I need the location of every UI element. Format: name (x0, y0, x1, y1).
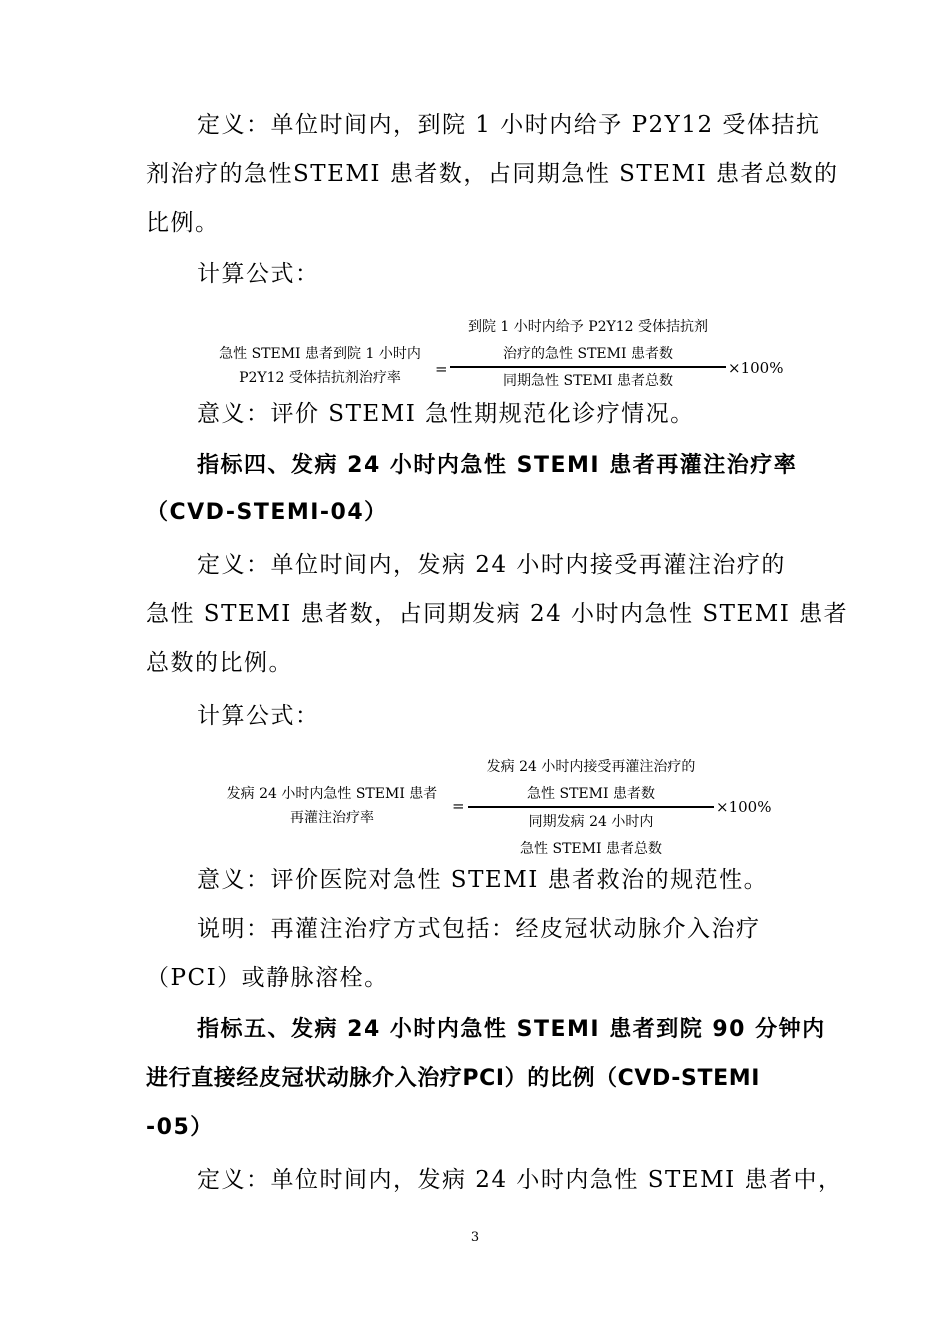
formula-2-left-line-2: 再灌注治疗率 (290, 810, 374, 826)
definition-4-line-1: 定义：单位时间内，发病 24 小时内接受再灌注治疗的 (197, 552, 786, 578)
formula-1-left-label (205, 342, 435, 390)
definition-line-2: 剂治疗的急性STEMI 患者数，占同期急性 STEMI 患者总数的 (146, 161, 839, 187)
note-line-2: （PCI）或静脉溶栓。 (146, 965, 389, 991)
formula-1-numerator-line-2: 治疗的急性 STEMI 患者数 (503, 346, 673, 362)
formula-2-numerator-line-1: 发病 24 小时内接受再灌注治疗的 (486, 759, 696, 775)
formula-2-numerator-line-2: 急性 STEMI 患者数 (527, 786, 655, 802)
formula-1-left-line-1: 急性 STEMI 患者到院 1 小时内 (219, 346, 421, 362)
formula-1-equals: = (435, 360, 448, 378)
formula-2-denominator-line-1: 同期发病 24 小时内 (528, 814, 654, 830)
indicator-4-heading-line-1: 指标四、发病 24 小时内急性 STEMI 患者再灌注治疗率 (197, 453, 798, 478)
formula-heading-2: 计算公式： (197, 703, 320, 729)
formula-1-multiplier: ×100% (728, 359, 784, 377)
indicator-5-heading-line-1: 指标五、发病 24 小时内急性 STEMI 患者到院 90 分钟内 (197, 1017, 826, 1042)
formula-2-equals: = (452, 797, 465, 815)
definition-line-3: 比例。 (146, 210, 220, 236)
definition-4-line-2: 急性 STEMI 患者数，占同期发病 24 小时内急性 STEMI 患者 (146, 601, 849, 627)
definition-line-1: 定义：单位时间内，到院 1 小时内给予 P2Y12 受体拮抗 (197, 112, 821, 138)
significance-line-2: 意义：评价医院对急性 STEMI 患者救治的规范性。 (197, 867, 769, 893)
formula-2-denominator-line-2: 急性 STEMI 患者总数 (520, 841, 662, 857)
formula-1-numerator-line-1: 到院 1 小时内给予 P2Y12 受体拮抗剂 (467, 319, 709, 335)
formula-2-fraction-bar (468, 806, 714, 808)
formula-1-fraction-bar (450, 366, 726, 368)
formula-1-denominator: 同期急性 STEMI 患者总数 (503, 373, 673, 389)
formula-2-multiplier: ×100% (716, 798, 772, 816)
indicator-5-heading-line-3: -05） (146, 1115, 214, 1140)
definition-5-line-1: 定义：单位时间内，发病 24 小时内急性 STEMI 患者中， (197, 1167, 843, 1193)
formula-1-left-line-2: P2Y12 受体拮抗剂治疗率 (239, 370, 401, 386)
significance-line-1: 意义：评价 STEMI 急性期规范化诊疗情况。 (197, 401, 695, 427)
definition-4-line-3: 总数的比例。 (146, 650, 293, 676)
formula-2-left-line-1: 发病 24 小时内急性 STEMI 患者 (226, 786, 438, 802)
page-number: 3 (470, 1230, 480, 1245)
formula-heading-1: 计算公式： (197, 261, 320, 287)
formula-2-left-label (210, 782, 454, 830)
indicator-4-heading-line-2: （CVD-STEMI-04） (146, 500, 388, 525)
note-line-1: 说明：再灌注治疗方式包括：经皮冠状动脉介入治疗 (197, 916, 761, 942)
indicator-5-heading-line-2: 进行直接经皮冠状动脉介入治疗PCI）的比例（CVD-STEMI (146, 1066, 760, 1091)
